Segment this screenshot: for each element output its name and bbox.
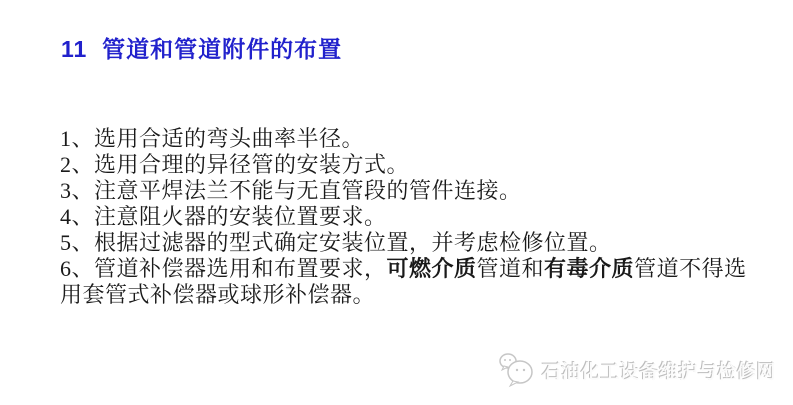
- text-segment: 管道不得选: [634, 256, 747, 281]
- text-segment: 6、管道补偿器选用和布置要求，: [60, 256, 387, 281]
- text-segment: 管道和: [476, 256, 545, 281]
- text-segment: 用套管式补偿器或球形补偿器。: [60, 282, 376, 307]
- list-item: [60, 178, 765, 204]
- list-item: [60, 152, 765, 178]
- text-segment: 3、注意平焊法兰不能与无直管段的管件连接。: [60, 178, 522, 203]
- watermark: [497, 352, 776, 388]
- text-segment: 2、选用合理的异径管的安装方式。: [60, 152, 410, 177]
- text-segment: 1、选用合适的弯头曲率半径。: [60, 126, 365, 151]
- watermark-text: 石油化工设备维护与检修网: [542, 361, 777, 383]
- list-item: [60, 126, 765, 152]
- chat-bubbles-icon: [497, 352, 535, 388]
- text-segment: 4、注意阻火器的安装位置要求。: [60, 204, 387, 229]
- list-item: [60, 204, 765, 230]
- text-segment: 5、根据过滤器的型式确定安装位置，并考虑检修位置。: [60, 230, 612, 255]
- emphasis-text: 可燃介质: [386, 256, 477, 281]
- list-item: [60, 256, 765, 308]
- slide-title: 11 管道和管道附件的布置: [61, 36, 343, 62]
- emphasis-text: 有毒介质: [544, 256, 635, 281]
- list-item: [60, 230, 765, 256]
- bullet-list: [60, 126, 765, 308]
